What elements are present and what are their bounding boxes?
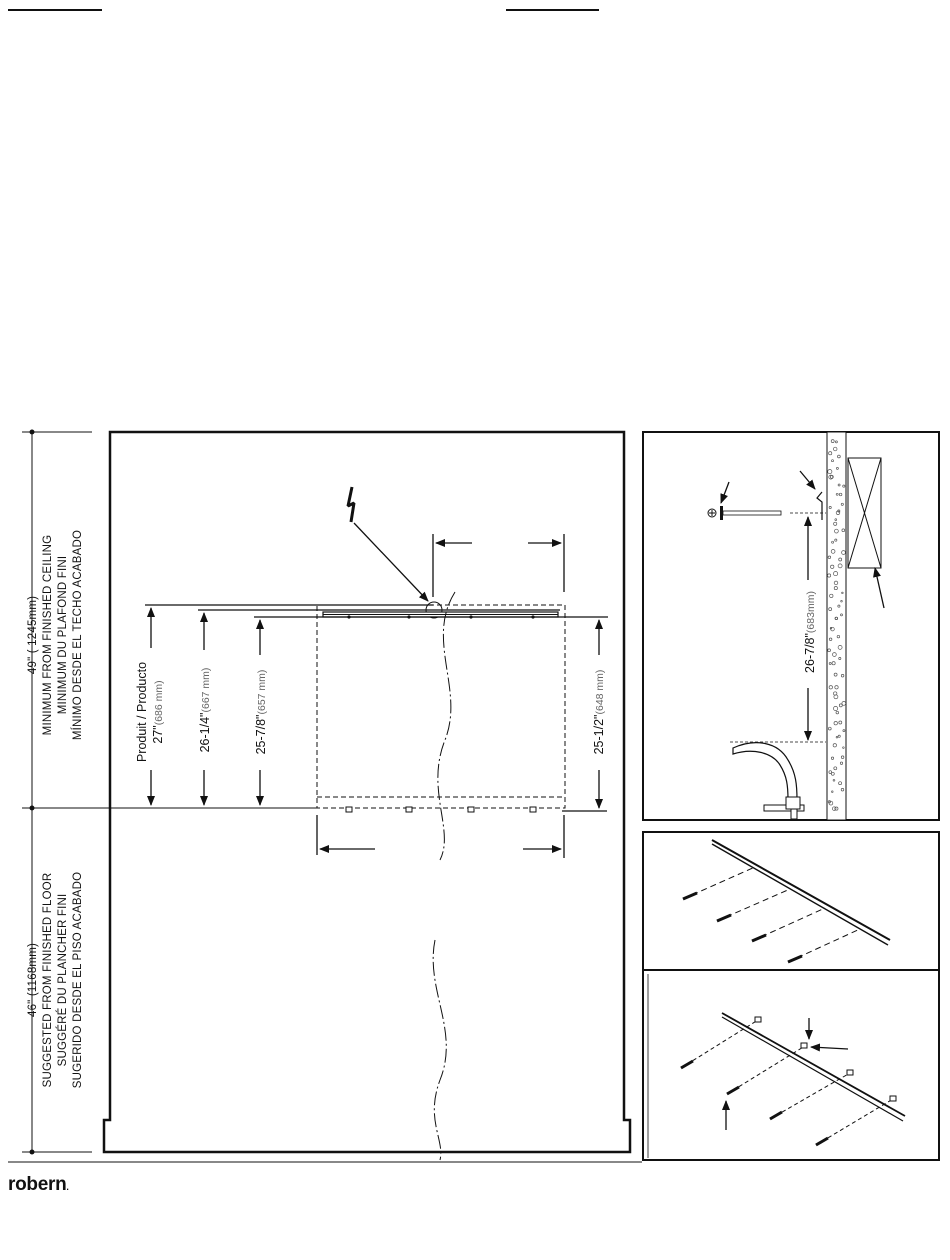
break-line-upper: [438, 592, 455, 860]
floor-text-en: SUGGESTED FROM FINISHED FLOOR: [42, 872, 54, 1088]
svg-text:26-1/4"(667 mm): 26-1/4"(667 mm): [198, 667, 212, 753]
vertical-dimension-arrows: [151, 608, 599, 808]
centre-dot: [30, 806, 35, 811]
electrical-leader: [354, 523, 428, 601]
floor-dimension: 46" (1168mm): [27, 942, 39, 1018]
robern-logo: robern.: [8, 1174, 69, 1195]
svg-text:25-1/2"(648 mm): 25-1/2"(648 mm): [592, 669, 606, 755]
electrical-icon: [348, 487, 354, 522]
svg-text:26-7/8"(683mm): 26-7/8"(683mm): [803, 591, 817, 673]
wall-outline: [104, 432, 630, 1152]
dim-25-1-2: [592, 670, 606, 755]
svg-text:25-7/8"(657 mm): 25-7/8"(657 mm): [254, 669, 268, 755]
wall-section: [827, 432, 846, 820]
ceiling-text-fr: MINIMUM DU PLAFOND FINI: [57, 555, 69, 715]
detail-panel-rail: [643, 832, 939, 970]
dim-25-7-8: [254, 670, 268, 755]
break-line-lower: [433, 940, 446, 1160]
floor-text-es: SUGERIDO DESDE EL PISO ACABADO: [72, 871, 84, 1089]
ceiling-dot: [30, 430, 35, 435]
floor-text-block: [27, 872, 84, 1088]
ceiling-dimension: 49" ( 1245mm): [27, 595, 39, 675]
ceiling-text-block: [27, 530, 84, 740]
floor-text-fr: SUGGÉRÉ DU PLANCHER FINI: [57, 893, 69, 1067]
dim-product: [135, 662, 165, 762]
dim-26-1-4: [198, 668, 212, 753]
detail-dimension: [803, 591, 817, 673]
detail-panel-wall: [643, 432, 939, 820]
floor-dot: [30, 1150, 35, 1155]
product-dimension: 27"(686 mm): [151, 680, 165, 744]
ceiling-text-en: MINIMUM FROM FINISHED CEILING: [42, 534, 54, 736]
ceiling-text-es: MÍNIMO DESDE EL TECHO ACABADO: [72, 529, 84, 741]
cabinet-outline: [317, 605, 565, 808]
product-label: Produit / Producto: [135, 661, 149, 763]
